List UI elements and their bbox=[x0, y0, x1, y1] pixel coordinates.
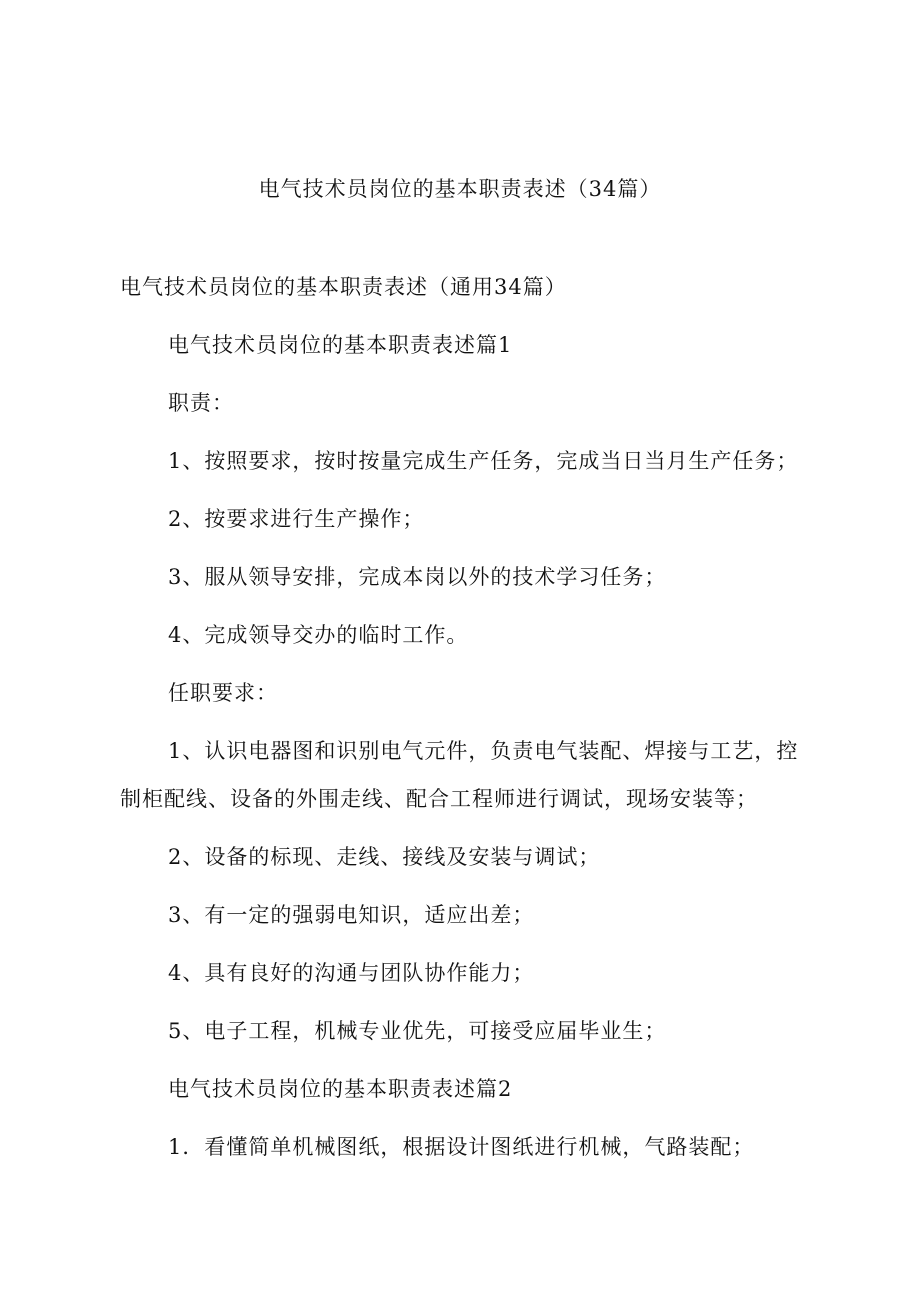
document-body bbox=[120, 272, 810, 1190]
section2-item-1: 1．看懂简单机械图纸，根据设计图纸进行机械，气路装配； bbox=[168, 1135, 755, 1159]
document-title: 电气技术员岗位的基本职责表述（34篇） bbox=[258, 177, 662, 201]
requirements-label: 任职要求： bbox=[168, 681, 278, 705]
duties-label: 职责： bbox=[168, 391, 234, 415]
duty-item-3: 3、服从领导安排，完成本岗以外的技术学习任务； bbox=[168, 565, 667, 589]
requirement-item-3: 3、有一定的强弱电知识，适应出差； bbox=[168, 903, 535, 927]
requirement-item-2: 2、设备的标现、走线、接线及安装与调试； bbox=[168, 845, 601, 869]
requirement-item-1: 1、认识电器图和识别电气元件，负责电气装配、焊接与工艺，控制柜配线、设备的外围走线、配合工程师进行调试，现场安装等； bbox=[120, 739, 799, 811]
section-heading-2: 电气技术员岗位的基本职责表述篇2 bbox=[168, 1077, 513, 1101]
duty-item-1: 1、按照要求，按时按量完成生产任务，完成当日当月生产任务； bbox=[168, 449, 799, 473]
subtitle-paragraph: 电气技术员岗位的基本职责表述（通用34篇） bbox=[120, 275, 567, 299]
requirement-item-5: 5、电子工程，机械专业优先，可接受应届毕业生； bbox=[168, 1019, 667, 1043]
requirement-item-4: 4、具有良好的沟通与团队协作能力； bbox=[168, 961, 535, 985]
duty-item-4: 4、完成领导交办的临时工作。 bbox=[168, 623, 469, 647]
section-heading-1: 电气技术员岗位的基本职责表述篇1 bbox=[168, 333, 513, 357]
duty-item-2: 2、按要求进行生产操作； bbox=[168, 507, 425, 531]
